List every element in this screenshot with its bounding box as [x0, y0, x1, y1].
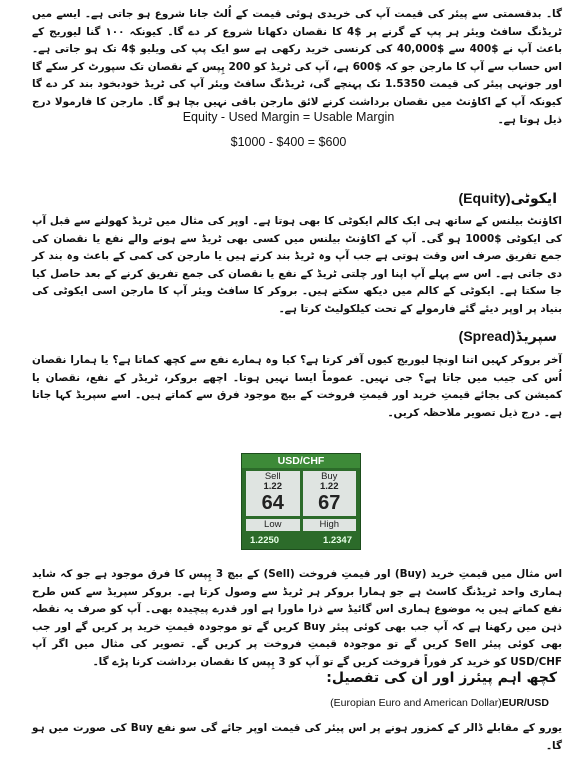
equity-heading-urdu: ایکوٹی — [510, 191, 557, 207]
high-label-cell — [303, 519, 357, 531]
low-high-values — [246, 535, 356, 546]
low-label: Low — [264, 519, 282, 530]
high-value: 1.2347 — [322, 535, 352, 546]
eurusd-line — [330, 697, 549, 709]
high-label: High — [319, 519, 340, 530]
low-value: 1.2250 — [250, 535, 280, 546]
sell-price-prefix: 1.22 — [263, 481, 282, 492]
margin-formula-example: $1000 - $400 = $600 — [230, 135, 347, 149]
spread-explanation-paragraph: اس مثال میں قیمتِ خرید (Buy) اور قیمتِ فروخت (Sell) کے بیچ 3 پِپس کا فرق موجود ہے جو کہ شاید ہماری واحد ٹریڈنگ کاسٹ ہے جو ہمارا بروکر ہر ٹریڈ سے وصول کرتا ہے۔ بروکر سپریڈ سے کس طرح نفع کماتے ہیں یہ موضوع ہماری اس گائیڈ سے ذرا ماورا ہے اور قدرے پیچیدہ بھی۔ آپ کو صرف یہ نقطہ ذہن میں رکھنا ہے کہ آپ جب بھی کوئی پیئر Buy کریں گے تو موجودہ قیمتِ خرید پر کریں گے اور جب بھی کوئی پیئر Sell کریں گے تو موجودہ قیمتِ فروخت پر کریں گے۔ تصویر کی مثال میں اگر آپ USD/CHF کو خرید کر فوراً فروخت کریں گے تو آپ کو 3 پِپس کا نقصان برداشت کرنا پڑے گا۔ — [32, 568, 563, 668]
spread-heading-urdu: سپریڈ — [515, 329, 557, 345]
margin-formula: Equity - Used Margin = Usable Margin — [182, 110, 395, 124]
equity-paragraph: اکاؤنٹ بیلنس کے ساتھ ہی ایک کالم ایکوٹی کا بھی ہوتا ہے۔ اوپر کی مثال میں ٹریڈ کھولنے سے قبل آپ کی ایکوٹی $1000 ہو گی۔ آپ کے اکاؤنٹ بیلنس میں کسی بھی ٹریڈ سے ہونے والے نفع یا نقصان کی جمع تفریق صرف اس وقت ہوتی ہے جب آپ وہ ٹریڈ بند کرتے ہیں یا مارجن کی کمی کے باعث وہ بند کر دی جاتی ہے۔ اس سے پہلے آپ اپنا اور چلتی ٹریڈ کے نفع یا نقصان کی جمع تفریق کرنے کے بعد حاصل کیا جا سکتا ہے۔ ایکوٹی کے کالم میں دیکھ سکتے ہیں۔ بروکر کا سافٹ ویئر آپ کا مارجن اسی ایکوٹی کی بنیاد پر اوپر دیئے گئے فارمولے کے تحت کیلکولیٹ کرتا ہے۔ — [32, 215, 562, 315]
sell-label: Sell — [264, 471, 281, 482]
spread-heading-english: (Spread) — [458, 328, 516, 344]
eurusd-text: یورو کے مقابلے ڈالر کے کمزور ہونے پر اس پیئر کی قیمت اوپر جائے گی سو نفع Buy کی صورت میں ہو گا۔ — [32, 722, 562, 752]
intro-paragraph: گا۔ بدقسمتی سے پیئر کی قیمت آپ کی خریدی ہوئی قیمت کے اُلٹ جانا شروع ہو جاتی ہے۔ ایسے میں ٹریڈنگ سافٹ ویئر ہر پپ کے گرنے پر $4 کا نقصان دکھانا شروع کر دے گا۔ کیونکہ ۱۰۰ گنا لیوریج کے باعث آپ نے $400 سے $40,000 کی کرنسی خرید رکھی ہے سو ایک پپ کی ویلیو $4 تک ہو جاتی ہے۔ اس حساب سے آپ کا مارجن جو کہ $600 ہے، آپ کی ٹریڈ کو 200 پِپس کے نقصان تک سپورٹ کر سکے گا اور جونہی پیئر کی قیمت 1.5350 تک پہنچے گی، ٹریڈنگ سافٹ ویئر آپ کی ٹریڈ خودبخود بند کر دے گا کیونکہ آپ کے اکاؤنٹ میں نقصان برداشت کرنے لائق مارجن باقی نہیں بچا ہو گا۔ مارجن کا فارمولا درج ذیل ہوتا ہے۔ — [32, 8, 562, 126]
usdchf-quote-widget — [241, 453, 361, 550]
equity-heading-english: (Equity) — [458, 190, 511, 206]
low-label-cell — [246, 519, 300, 531]
important-pairs-heading: کچھ اہم پیئرز اور ان کی تفصیل: — [326, 670, 557, 686]
eurusd-pair: EUR/USD — [501, 697, 549, 709]
quote-pair-title: USD/CHF — [242, 454, 360, 468]
spread-heading — [459, 328, 557, 345]
buy-label: Buy — [321, 471, 338, 482]
eurusd-description: (Europian Euro and American Dollar) — [330, 697, 502, 709]
quote-grid — [246, 471, 356, 533]
equity-heading — [458, 190, 557, 207]
buy-price-prefix: 1.22 — [320, 481, 339, 492]
buy-quote-cell — [303, 471, 357, 516]
sell-quote-cell — [246, 471, 300, 516]
sell-price-pips: 64 — [261, 492, 284, 514]
spread-paragraph: آخر بروکر کہیں اتنا اونچا لیوریج کیوں آفر کرتا ہے؟ کیا وہ ہمارے نفع سے کچھ کماتا ہے؟ یا ہمارا نقصان اُس کی جیب میں جاتا ہے؟ جی نہیں۔ عموماً ایسا نہیں ہوتا۔ اچھے بروکر، ٹریڈر کے نفع، نقصان یا کمیشن کی بجائے قیمتِ خرید اور قیمتِ فروخت کے بیچ موجود فرق سے کماتے ہیں۔ اسے سپریڈ کہا جاتا ہے۔ درج ذیل تصویر ملاحظہ کریں۔ — [32, 354, 562, 419]
buy-price-pips: 67 — [318, 492, 341, 514]
